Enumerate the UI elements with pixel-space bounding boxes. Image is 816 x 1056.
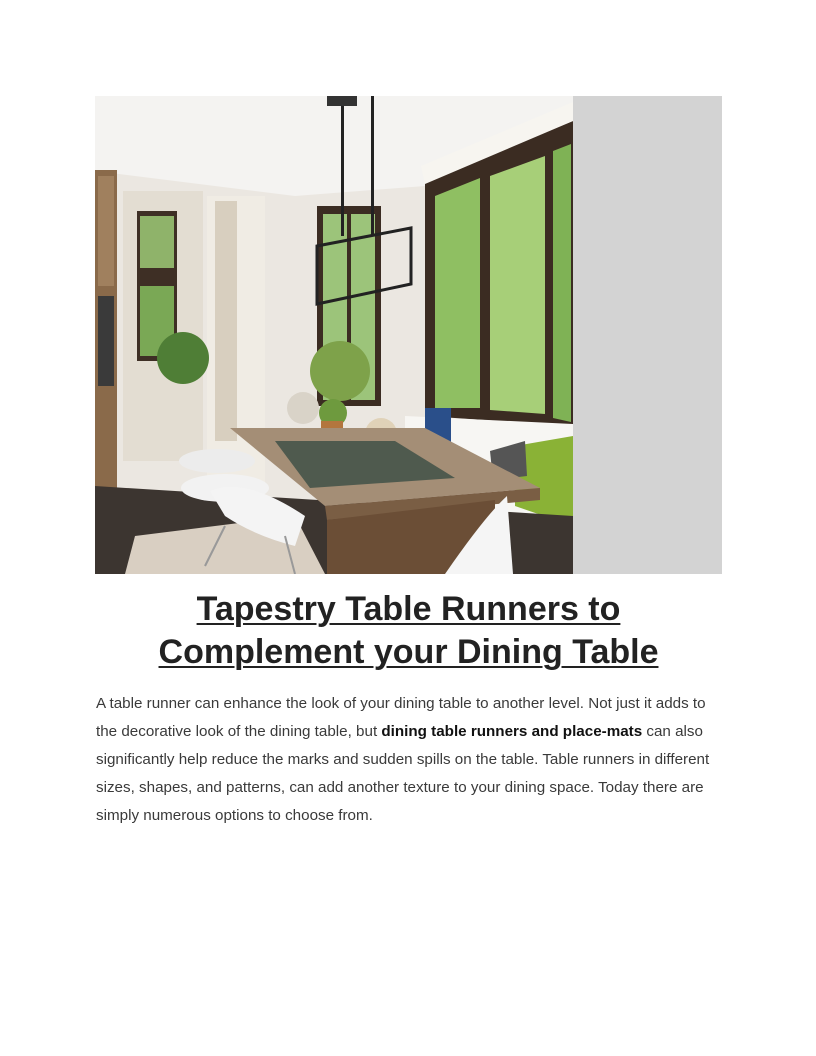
hero-image-panel bbox=[95, 96, 722, 574]
paragraph-bold-keyword: dining table runners and place-mats bbox=[381, 723, 643, 740]
page-title: Tapestry Table Runners to Complement your Dining Table bbox=[158, 590, 659, 671]
dining-room-photo bbox=[95, 96, 573, 574]
paragraph-text: A table runner can enhance the look of your dining table to another level. Not just it adds to the decorative look of the dining table, but bbox=[96, 695, 706, 740]
paragraph-text-continued: can also significantly help reduce the marks and sudden spills on the table. Table runners in different sizes, shapes, and patterns, can add another texture to your dining space. Today there are simply numerous options to choose from. bbox=[96, 723, 710, 824]
intro-paragraph bbox=[96, 690, 724, 830]
